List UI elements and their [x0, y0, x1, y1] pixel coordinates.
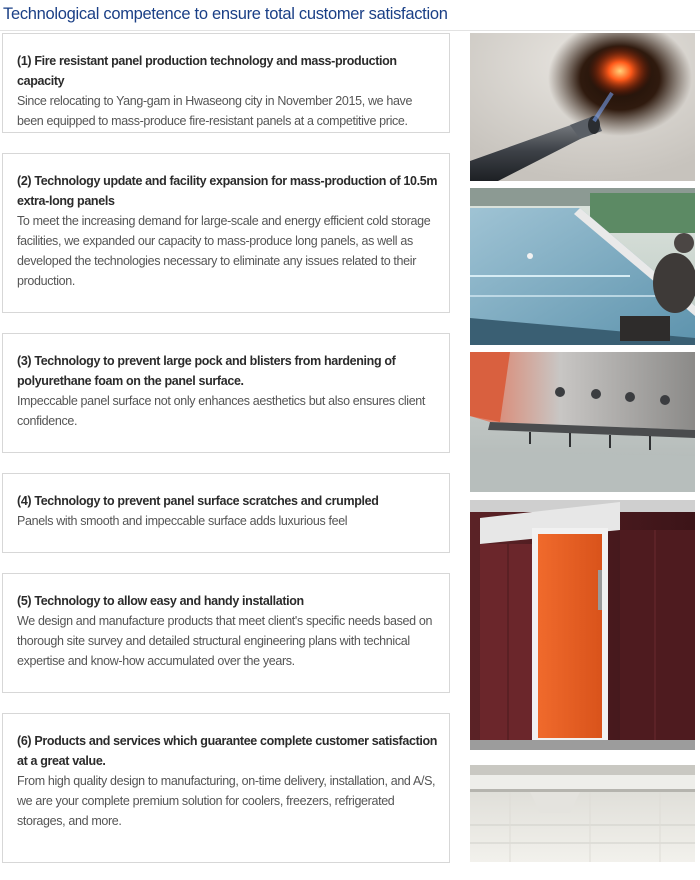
capability-card-2	[2, 153, 450, 313]
photo-production-line	[470, 188, 695, 345]
capability-title: (2) Technology update and facility expansion for mass-production of 10.5m extra-long panels	[17, 174, 438, 208]
photo-fire-test	[470, 33, 695, 181]
capability-description: To meet the increasing demand for large-scale and energy efficient cold storage facilities, we expanded our capacity to mass-produce long panels, as well as developed the technologies necessary to eliminate any issues related to their production.	[17, 214, 431, 288]
photo-press-machine	[470, 352, 695, 492]
capability-description: Impeccable panel surface not only enhances aesthetics but also ensures client confidence.	[17, 394, 426, 428]
capability-title: (6) Products and services which guarantee complete customer satisfaction at a great value.	[17, 734, 438, 768]
capability-card-6	[2, 713, 450, 863]
title-divider	[0, 30, 700, 31]
capability-title: (4) Technology to prevent panel surface scratches and crumpled	[17, 494, 379, 508]
capability-description: From high quality design to manufacturing, on-time delivery, installation, and A/S, we are your complete premium solution for coolers, freezers, refrigerated storages, and more.	[17, 774, 436, 828]
capability-description: Since relocating to Yang-gam in Hwaseong city in November 2015, we have been equipped to mass-produce fire-resistant panels at a competitive price.	[17, 94, 413, 128]
capability-title: (5) Technology to allow easy and handy installation	[17, 594, 304, 608]
capability-title: (3) Technology to prevent large pock and blisters from hardening of polyurethane foam on the panel surface.	[17, 354, 396, 388]
capability-card-1	[2, 33, 450, 133]
capability-card-4	[2, 473, 450, 553]
capability-title: (1) Fire resistant panel production technology and mass-production capacity	[17, 54, 397, 88]
photo-cold-room	[470, 765, 695, 862]
photo-sliding-door	[470, 500, 695, 750]
page-title: Technological competence to ensure total customer satisfaction	[3, 5, 448, 23]
capability-description: Panels with smooth and impeccable surface adds luxurious feel	[17, 514, 348, 528]
capability-card-5	[2, 573, 450, 693]
capability-description: We design and manufacture products that meet client's specific needs based on thorough site survey and detailed structural engineering plans with technical expertise and know-how accumulated over the years.	[17, 614, 433, 668]
capability-card-3	[2, 333, 450, 453]
